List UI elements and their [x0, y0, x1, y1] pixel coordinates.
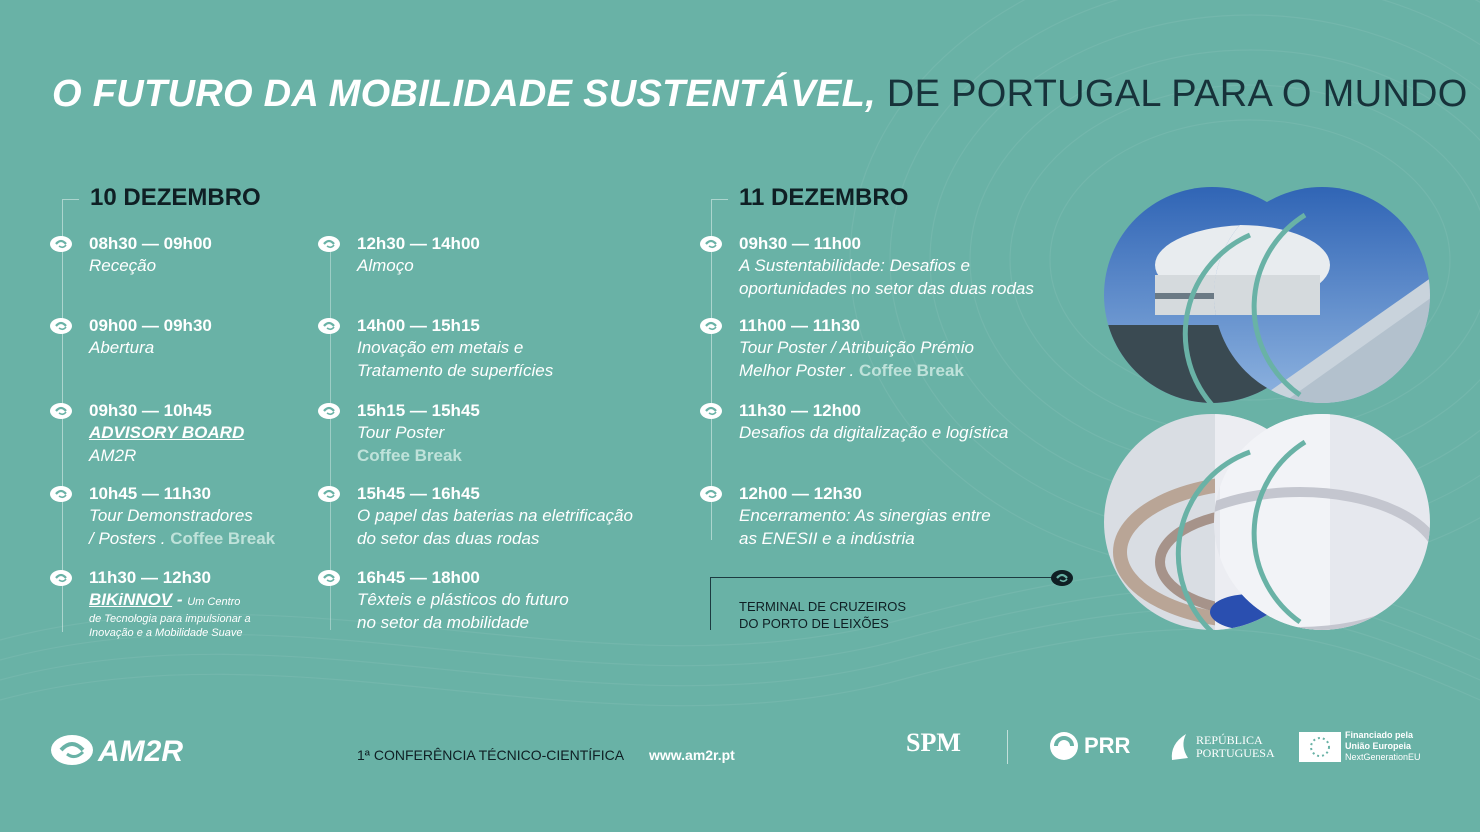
page-title	[52, 70, 1468, 118]
republica-line-1: REPÚBLICA	[1196, 733, 1263, 747]
am2r-bullet-icon	[49, 485, 73, 503]
am2r-logo-icon	[50, 732, 200, 768]
item-time: 11h30 — 12h30	[89, 568, 211, 587]
schedule-item	[739, 315, 1079, 382]
prr-logo	[1048, 730, 1130, 762]
eu-logo	[1299, 730, 1421, 763]
logo-text: AM2R	[98, 735, 184, 768]
item-desc-2: Melhor Poster .	[739, 360, 859, 380]
item-time: 15h45 — 16h45	[357, 484, 480, 503]
am2r-bullet-icon	[699, 485, 723, 503]
am2r-bullet-icon	[317, 569, 341, 587]
item-time: 11h30 — 12h00	[739, 401, 861, 420]
coffee-break-label: Coffee Break	[859, 360, 964, 380]
bikinnov-link[interactable]: BIKiNNOV	[89, 590, 173, 609]
schedule-item	[89, 233, 349, 278]
venue-box	[710, 577, 1061, 630]
spm-logo	[906, 728, 961, 758]
schedule-item	[89, 400, 349, 467]
am2r-bullet-icon	[49, 235, 73, 253]
day1-heading: 10 DEZEMBRO	[90, 184, 261, 211]
item-desc: Almoço	[357, 256, 414, 275]
am2r-bullet-icon	[699, 402, 723, 420]
am2r-bullet-icon	[317, 317, 341, 335]
item-desc: Tour Poster	[357, 423, 445, 442]
eu-line-2: União Europeia	[1345, 741, 1412, 751]
schedule-item	[357, 315, 677, 382]
item-dash: -	[172, 590, 188, 609]
day2-heading: 11 DEZEMBRO	[739, 184, 909, 211]
eu-line-1: Financiado pela	[1345, 730, 1414, 740]
item-time: 08h30 — 09h00	[89, 234, 212, 253]
republica-emblem-icon	[1168, 732, 1190, 762]
schedule-item	[357, 483, 677, 550]
am2r-bullet-icon	[49, 317, 73, 335]
schedule-item	[89, 567, 349, 640]
item-time: 14h00 — 15h15	[357, 316, 480, 335]
item-desc-2: do setor das duas rodas	[357, 528, 540, 548]
title-bold: O FUTURO DA MOBILIDADE SUSTENTÁVEL	[52, 73, 866, 115]
item-desc-2: Tratamento de superfícies	[357, 360, 554, 380]
item-desc-2: oportunidades no setor das duas rodas	[739, 278, 1034, 298]
am2r-bullet-icon	[699, 235, 723, 253]
item-small-2: de Tecnologia para impulsionar a	[89, 612, 251, 625]
item-time: 16h45 — 18h00	[357, 568, 480, 587]
terminal-exterior-photo	[1100, 185, 1435, 405]
am2r-bullet-icon	[699, 317, 723, 335]
item-desc: Receção	[89, 256, 157, 275]
eu-line-3: NextGenerationEU	[1345, 752, 1421, 762]
item-desc-2: no setor da mobilidade	[357, 612, 530, 632]
prr-text: PRR	[1084, 733, 1131, 758]
prr-icon	[1048, 730, 1080, 762]
title-comma: ,	[865, 73, 876, 115]
schedule-item	[357, 400, 677, 467]
item-desc: Desafios da digitalização e logística	[739, 423, 1009, 442]
item-time: 12h30 — 14h00	[357, 234, 480, 253]
venue-line-2: DO PORTO DE LEIXÕES	[739, 616, 889, 631]
item-small-1: Um Centro	[187, 596, 241, 608]
item-time: 09h30 — 11h00	[739, 234, 861, 253]
location-marker-icon	[1050, 569, 1074, 587]
schedule-item	[357, 567, 677, 634]
coffee-break-label: Coffee Break	[170, 528, 276, 548]
advisory-board-link[interactable]: ADVISORY BOARD	[89, 423, 245, 442]
venue-line-1: TERMINAL DE CRUZEIROS	[739, 599, 907, 614]
item-time: 12h00 — 12h30	[739, 484, 862, 503]
am2r-bullet-icon	[317, 485, 341, 503]
item-desc: Encerramento: As sinergias entre	[739, 506, 991, 525]
schedule-item	[739, 483, 1079, 550]
item-desc: Abertura	[89, 338, 155, 357]
terminal-interior-photo	[1100, 412, 1435, 632]
schedule-item	[89, 315, 349, 360]
item-desc: Tour Demonstradores	[89, 506, 253, 525]
coffee-break-label: Coffee Break	[357, 445, 462, 465]
am2r-bullet-icon	[49, 569, 73, 587]
item-time: 15h15 — 15h45	[357, 401, 480, 420]
item-time: 09h00 — 09h30	[89, 316, 212, 335]
footer-divider	[1007, 730, 1008, 764]
schedule-item	[739, 400, 1079, 445]
am2r-logo	[50, 732, 200, 773]
am2r-bullet-icon	[49, 402, 73, 420]
item-desc: O papel das baterias na eletrificação	[357, 506, 633, 525]
schedule-item	[89, 483, 349, 550]
conference-label: 1ª CONFERÊNCIA TÉCNICO-CIENTÍFICA	[357, 747, 625, 763]
item-small-3: Inovação e a Mobilidade Suave	[89, 626, 243, 639]
item-time: 09h30 — 10h45	[89, 401, 212, 420]
schedule-item	[357, 233, 677, 278]
eu-flag-icon	[1299, 732, 1341, 762]
item-desc: AM2R	[89, 445, 137, 465]
republica-logo	[1168, 732, 1275, 762]
item-desc: Tour Poster / Atribuição Prémio	[739, 338, 974, 357]
title-light: DE PORTUGAL PARA O MUNDO	[875, 73, 1468, 115]
am2r-bullet-icon	[317, 235, 341, 253]
item-time: 11h00 — 11h30	[739, 316, 860, 335]
republica-line-2: PORTUGUESA	[1196, 746, 1275, 760]
spm-text: SPM	[906, 728, 961, 757]
schedule-item	[739, 233, 1079, 300]
item-desc: Têxteis e plásticos do futuro	[357, 590, 569, 609]
website-link[interactable]: www.am2r.pt	[649, 747, 735, 763]
item-desc-2: as ENESII e a indústria	[739, 528, 915, 548]
item-desc: Inovação em metais e	[357, 338, 524, 357]
item-desc-2: / Posters .	[89, 528, 171, 548]
am2r-bullet-icon	[317, 402, 341, 420]
item-time: 10h45 — 11h30	[89, 484, 211, 503]
item-desc: A Sustentabilidade: Desafios e	[739, 256, 970, 275]
